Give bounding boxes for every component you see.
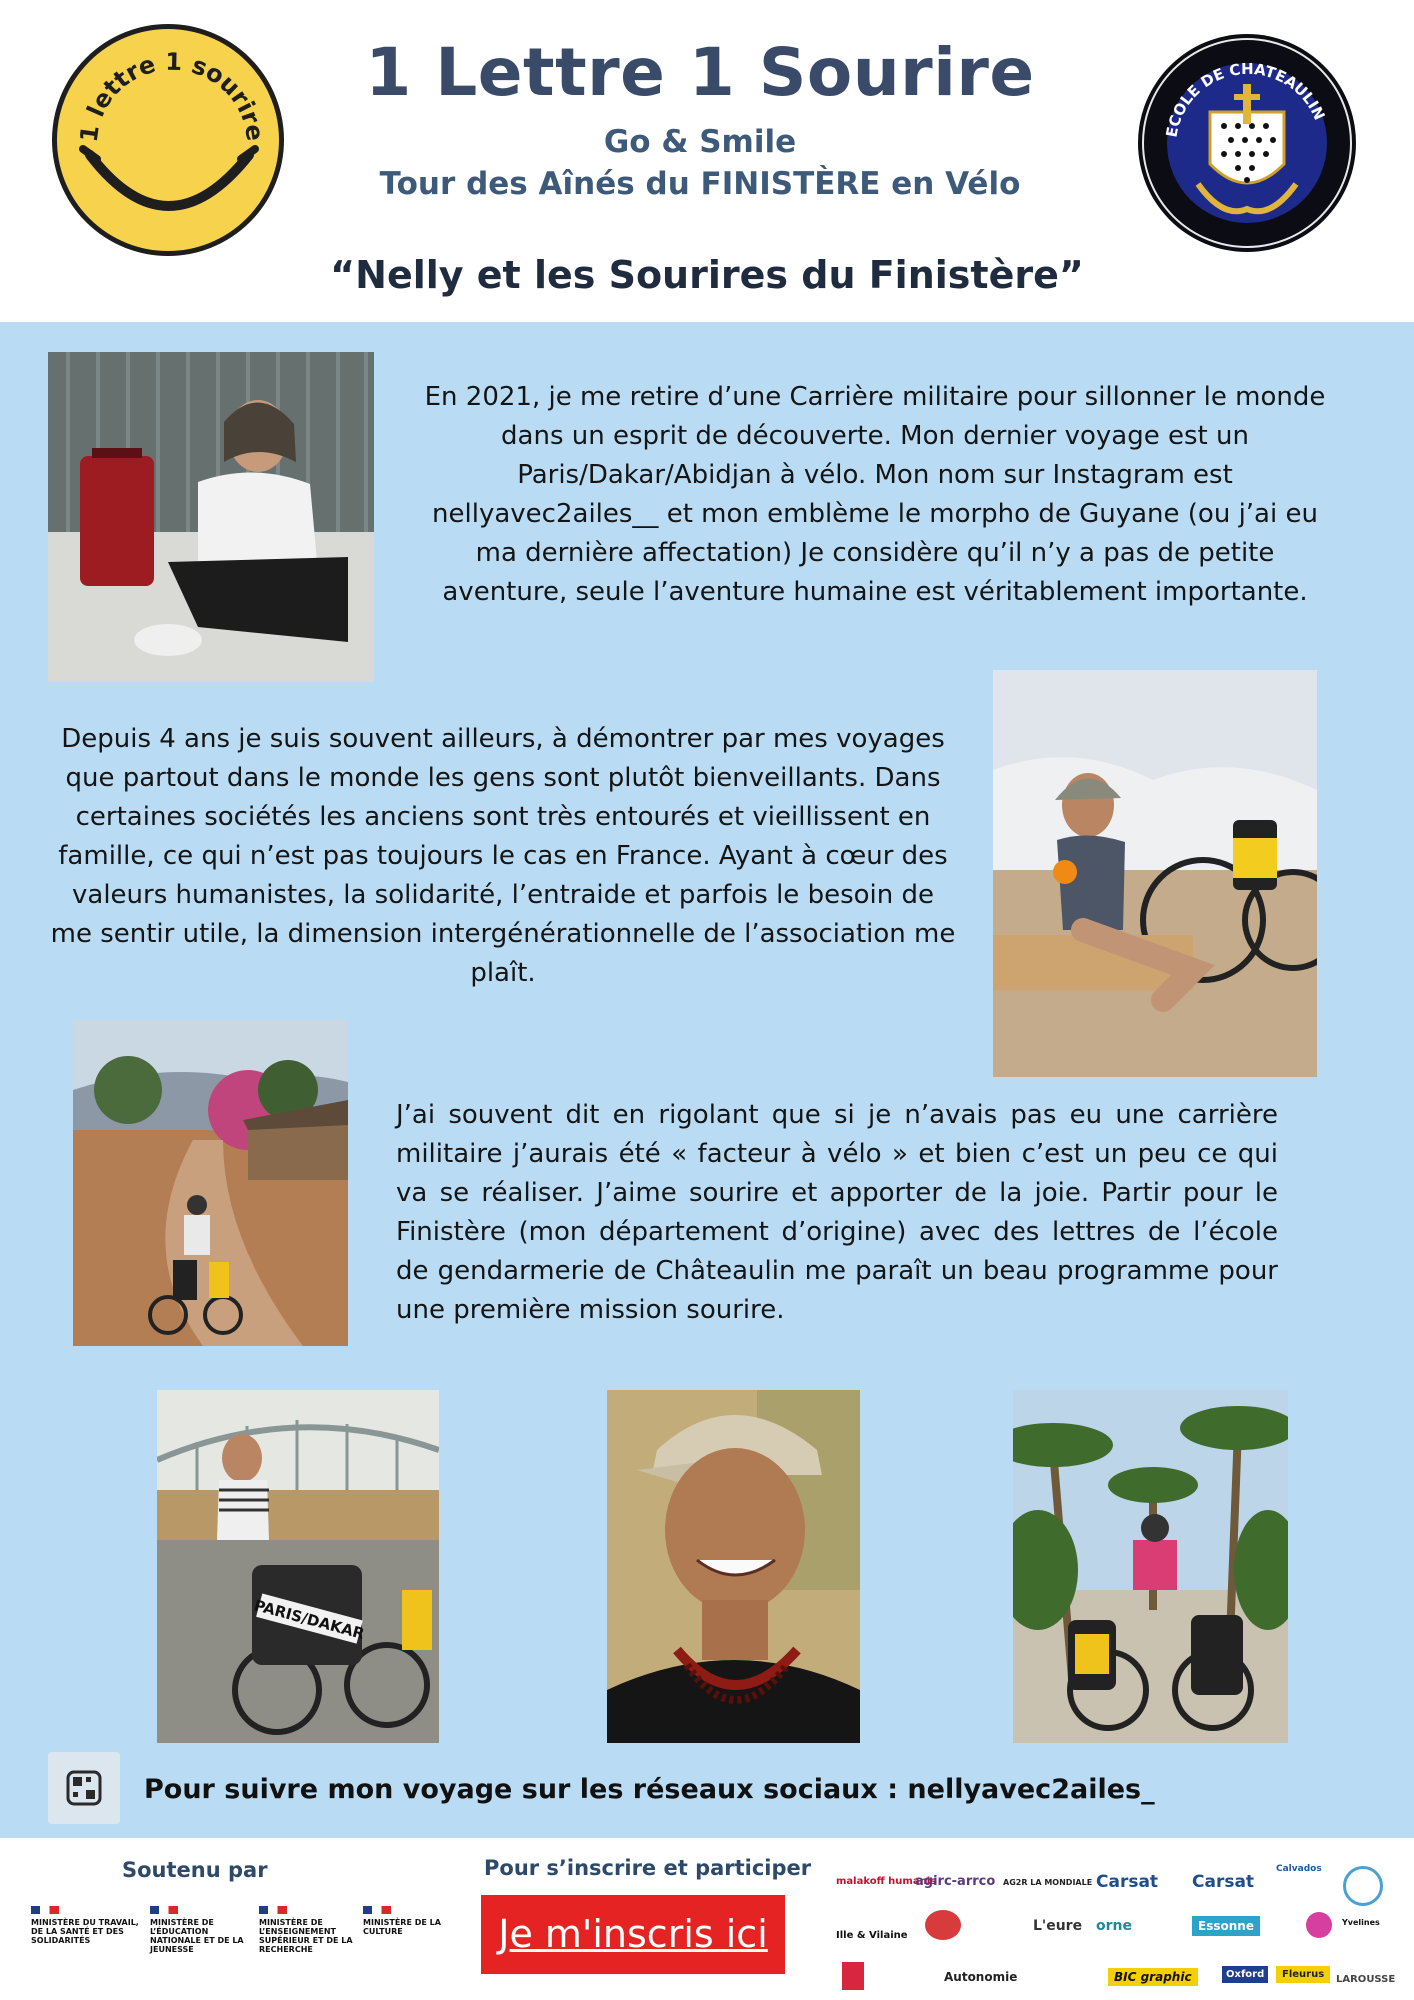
qr-code-icon[interactable] [48,1752,120,1824]
photo-palms-bike [1013,1390,1288,1743]
partner-red-badge-icon[interactable] [925,1910,961,1940]
ministry-travail [31,1906,141,1945]
supported-by-label: Soutenu par [122,1858,268,1882]
french-flag-icon [363,1906,391,1914]
partner-orne[interactable]: orne [1096,1918,1132,1934]
french-flag-icon [150,1906,178,1914]
svg-text:1 lettre 1 sourire [75,48,270,144]
ministry-culture [363,1906,443,1936]
ministry-travail-label: MINISTÈRE DU TRAVAIL, DE LA SANTÉ ET DES SOLIDARITÉS [31,1918,139,1945]
bag-label: PARIS/DAKAR [252,1596,367,1643]
photo-portrait [607,1390,860,1743]
partner-larousse[interactable]: LAROUSSE [1336,1974,1396,1985]
partner-agirc[interactable]: agirc-arrco [915,1874,996,1889]
partner-yvelines-icon[interactable] [1306,1912,1332,1938]
ministry-education [150,1906,260,1954]
partner-calvados[interactable]: Calvados [1276,1864,1322,1874]
ministry-recherche-label: MINISTÈRE DE L’ENSEIGNEMENT SUPÉRIEUR ET DE LA RECHERCHE [259,1918,353,1954]
page-title: 1 Lettre 1 Sourire [365,34,1035,111]
logo-right-text: ECOLE DE CHATEAULIN [1162,59,1329,139]
partner-malakoff[interactable]: malakoff humanis [836,1876,937,1887]
photo-bridge-bike [157,1390,439,1743]
subtitle-tour: Tour des Aînés du FINISTÈRE en Vélo [379,166,1021,202]
register-button[interactable]: Je m'inscris ici [481,1895,785,1974]
partner-fleurus[interactable]: Fleurus [1276,1966,1330,1983]
subtitle-go-smile: Go & Smile [603,124,797,160]
photo-suitcase [48,352,374,682]
partner-autonom[interactable]: Autonomie [944,1970,1018,1984]
logo-left-text: 1 lettre 1 sourire [74,47,270,144]
paragraph-intro: En 2021, je me retire d’une Carrière militaire pour sillonner le monde dans un esprit de découverte. Mon dernier voyage est un Paris/Dakar/Abidjan à vélo. Mon nom sur Instagram est nellyavec2ailes__ et mon emblème le morpho de Guyane (ou j’ai eu ma dernière affectation) Je considère qu’il n’y a pas de petite aventure, seule l’aventure humaine est véritablement importante. [424,382,1326,607]
partner-tennis-icon[interactable] [842,1962,864,1990]
french-flag-icon [259,1906,287,1914]
partner-round-logo-icon[interactable] [1343,1866,1383,1906]
main-panel [0,322,1414,1838]
partner-bic[interactable]: BIC graphic [1108,1968,1198,1986]
partner-yvelines[interactable]: Yvelines [1342,1918,1380,1927]
ministry-recherche [259,1906,369,1954]
photo-dirt-road [73,1020,348,1346]
ministry-culture-label: MINISTÈRE DE LA CULTURE [363,1918,441,1936]
footer [0,1838,1414,2000]
partner-eure[interactable]: L'eure [1033,1918,1083,1934]
photo-bike-orange [993,670,1317,1077]
partner-carsat-2[interactable]: Carsat [1192,1872,1255,1892]
quote-title: “Nelly et les Sourires du Finistère” [330,253,1084,297]
partner-oxford[interactable]: Oxford [1222,1966,1268,1983]
partner-essonne[interactable]: Essonne [1192,1916,1260,1936]
smiley-face [57,29,279,251]
header [0,0,1414,322]
partner-ag2r[interactable]: AG2R LA MONDIALE [1003,1878,1093,1887]
french-flag-icon [31,1906,59,1914]
social-follow-text: Pour suivre mon voyage sur les réseaux sociaux : nellyavec2ailes_ [144,1774,1155,1805]
partner-carsat-1[interactable]: Carsat [1096,1872,1159,1892]
paragraph-facteur: J’ai souvent dit en rigolant que si je n’avais pas eu une carrière militaire j’aurais été « facteur à vélo » et bien c’est un peu ce qui va se réaliser. J’aime sourire et apporter de la joie. Partir pour le Finistère (mon département d’origine) avec des lettres de l’école de gendarmerie de Châteaulin me paraît un beau programme pour une première mission sourire. [396,1100,1278,1325]
partner-ille-vilaine[interactable]: Ille & Vilaine [836,1930,908,1941]
paragraph-travels: Depuis 4 ans je suis souvent ailleurs, à démontrer par mes voyages que partout dans le monde les gens sont plutôt bienveillants. Dans certaines sociétés les anciens sont très entourés et vieillissent en famille, ce qui n’est pas toujours le cas en France. Ayant à cœur des valeurs humanistes, la solidarité, l’entraide et parfois le besoin de me sentir utile, la dimension intergénérationnelle de l’association me plaît. [50,724,956,988]
register-label: Pour s’inscrire et participer [484,1856,812,1880]
ministry-education-label: MINISTÈRE DE L’ÉDUCATION NATIONALE ET DE LA JEUNESSE [150,1918,244,1954]
gendarmerie-crest-icon [1138,34,1356,252]
smiley-logo-icon [52,24,284,256]
